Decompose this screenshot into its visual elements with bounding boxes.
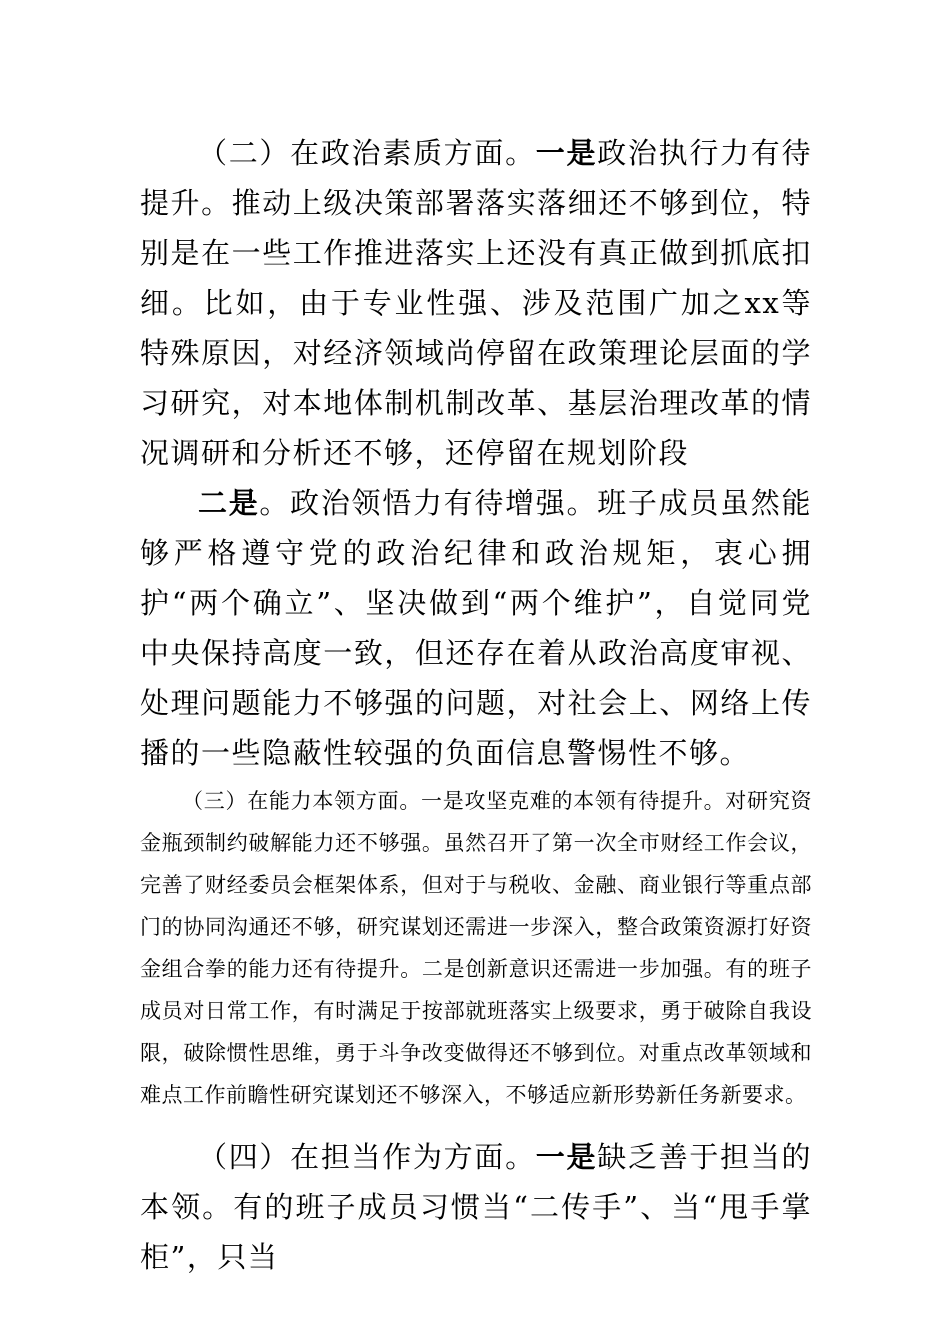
text-run: （二）在政治素质方面。 <box>198 136 536 170</box>
emphasis-run-yishi: 一是 <box>535 136 598 170</box>
text-run: 政治执行力有待提升。推动上级决策部署落实落细还不够到位，特别是在一些工作推进落实上还没有真正做到抓底扣细。比如，由于专业性强、涉及范围广加之xx等特殊原因，对经济领域尚停留在政策理论层面的学习研究，对本地体制机制改革、基层治理改革的情况调研和分析还不够，还停留在规划阶段 <box>140 136 812 470</box>
emphasis-run-yishi: 一是 <box>535 1140 598 1174</box>
paragraph-section-2-political-quality <box>140 128 812 478</box>
text-run: （四）在担当作为方面。 <box>198 1140 536 1174</box>
emphasis-run-ershi: 二是 <box>198 486 260 520</box>
text-run: 缺乏善于担当的本领。有的班子成员习惯当“二传手”、当“甩手掌柜”，只当 <box>140 1140 812 1274</box>
text-run: （三）在能力本领方面。一是攻坚克难的本领有待提升。对研究资金瓶颈制约破解能力还不够强。虽然召开了第一次全市财经工作会议，完善了财经委员会框架体系，但对于与税收、金融、商业银行等重点部门的协同沟通还不够，研究谋划还需进一步深入，整合政策资源打好资金组合拳的能力还有待提升。二是创新意识还需进一步加强。有的班子成员对日常工作，有时满足于按部就班落实上级要求，勇于破除自我设限，破除惯性思维，勇于斗争改变做得还不够到位。对重点改革领域和难点工作前瞻性研究谋划还不够深入，不够适应新形势新任务新要求。 <box>140 789 812 1107</box>
paragraph-section-3-ability <box>140 780 812 1116</box>
paragraph-section-4-responsibility <box>140 1132 812 1282</box>
paragraph-section-2-point-two <box>140 478 812 778</box>
text-run: 。政治领悟力有待增强。班子成员虽然能够严格遵守党的政治纪律和政治规矩，衷心拥护“两个确立”、坚决做到“两个维护”，自觉同党中央保持高度一致，但还存在着从政治高度审视、处理问题能力不够强的问题，对社会上、网络上传播的一些隐蔽性较强的负面信息警惕性不够。 <box>140 486 812 770</box>
